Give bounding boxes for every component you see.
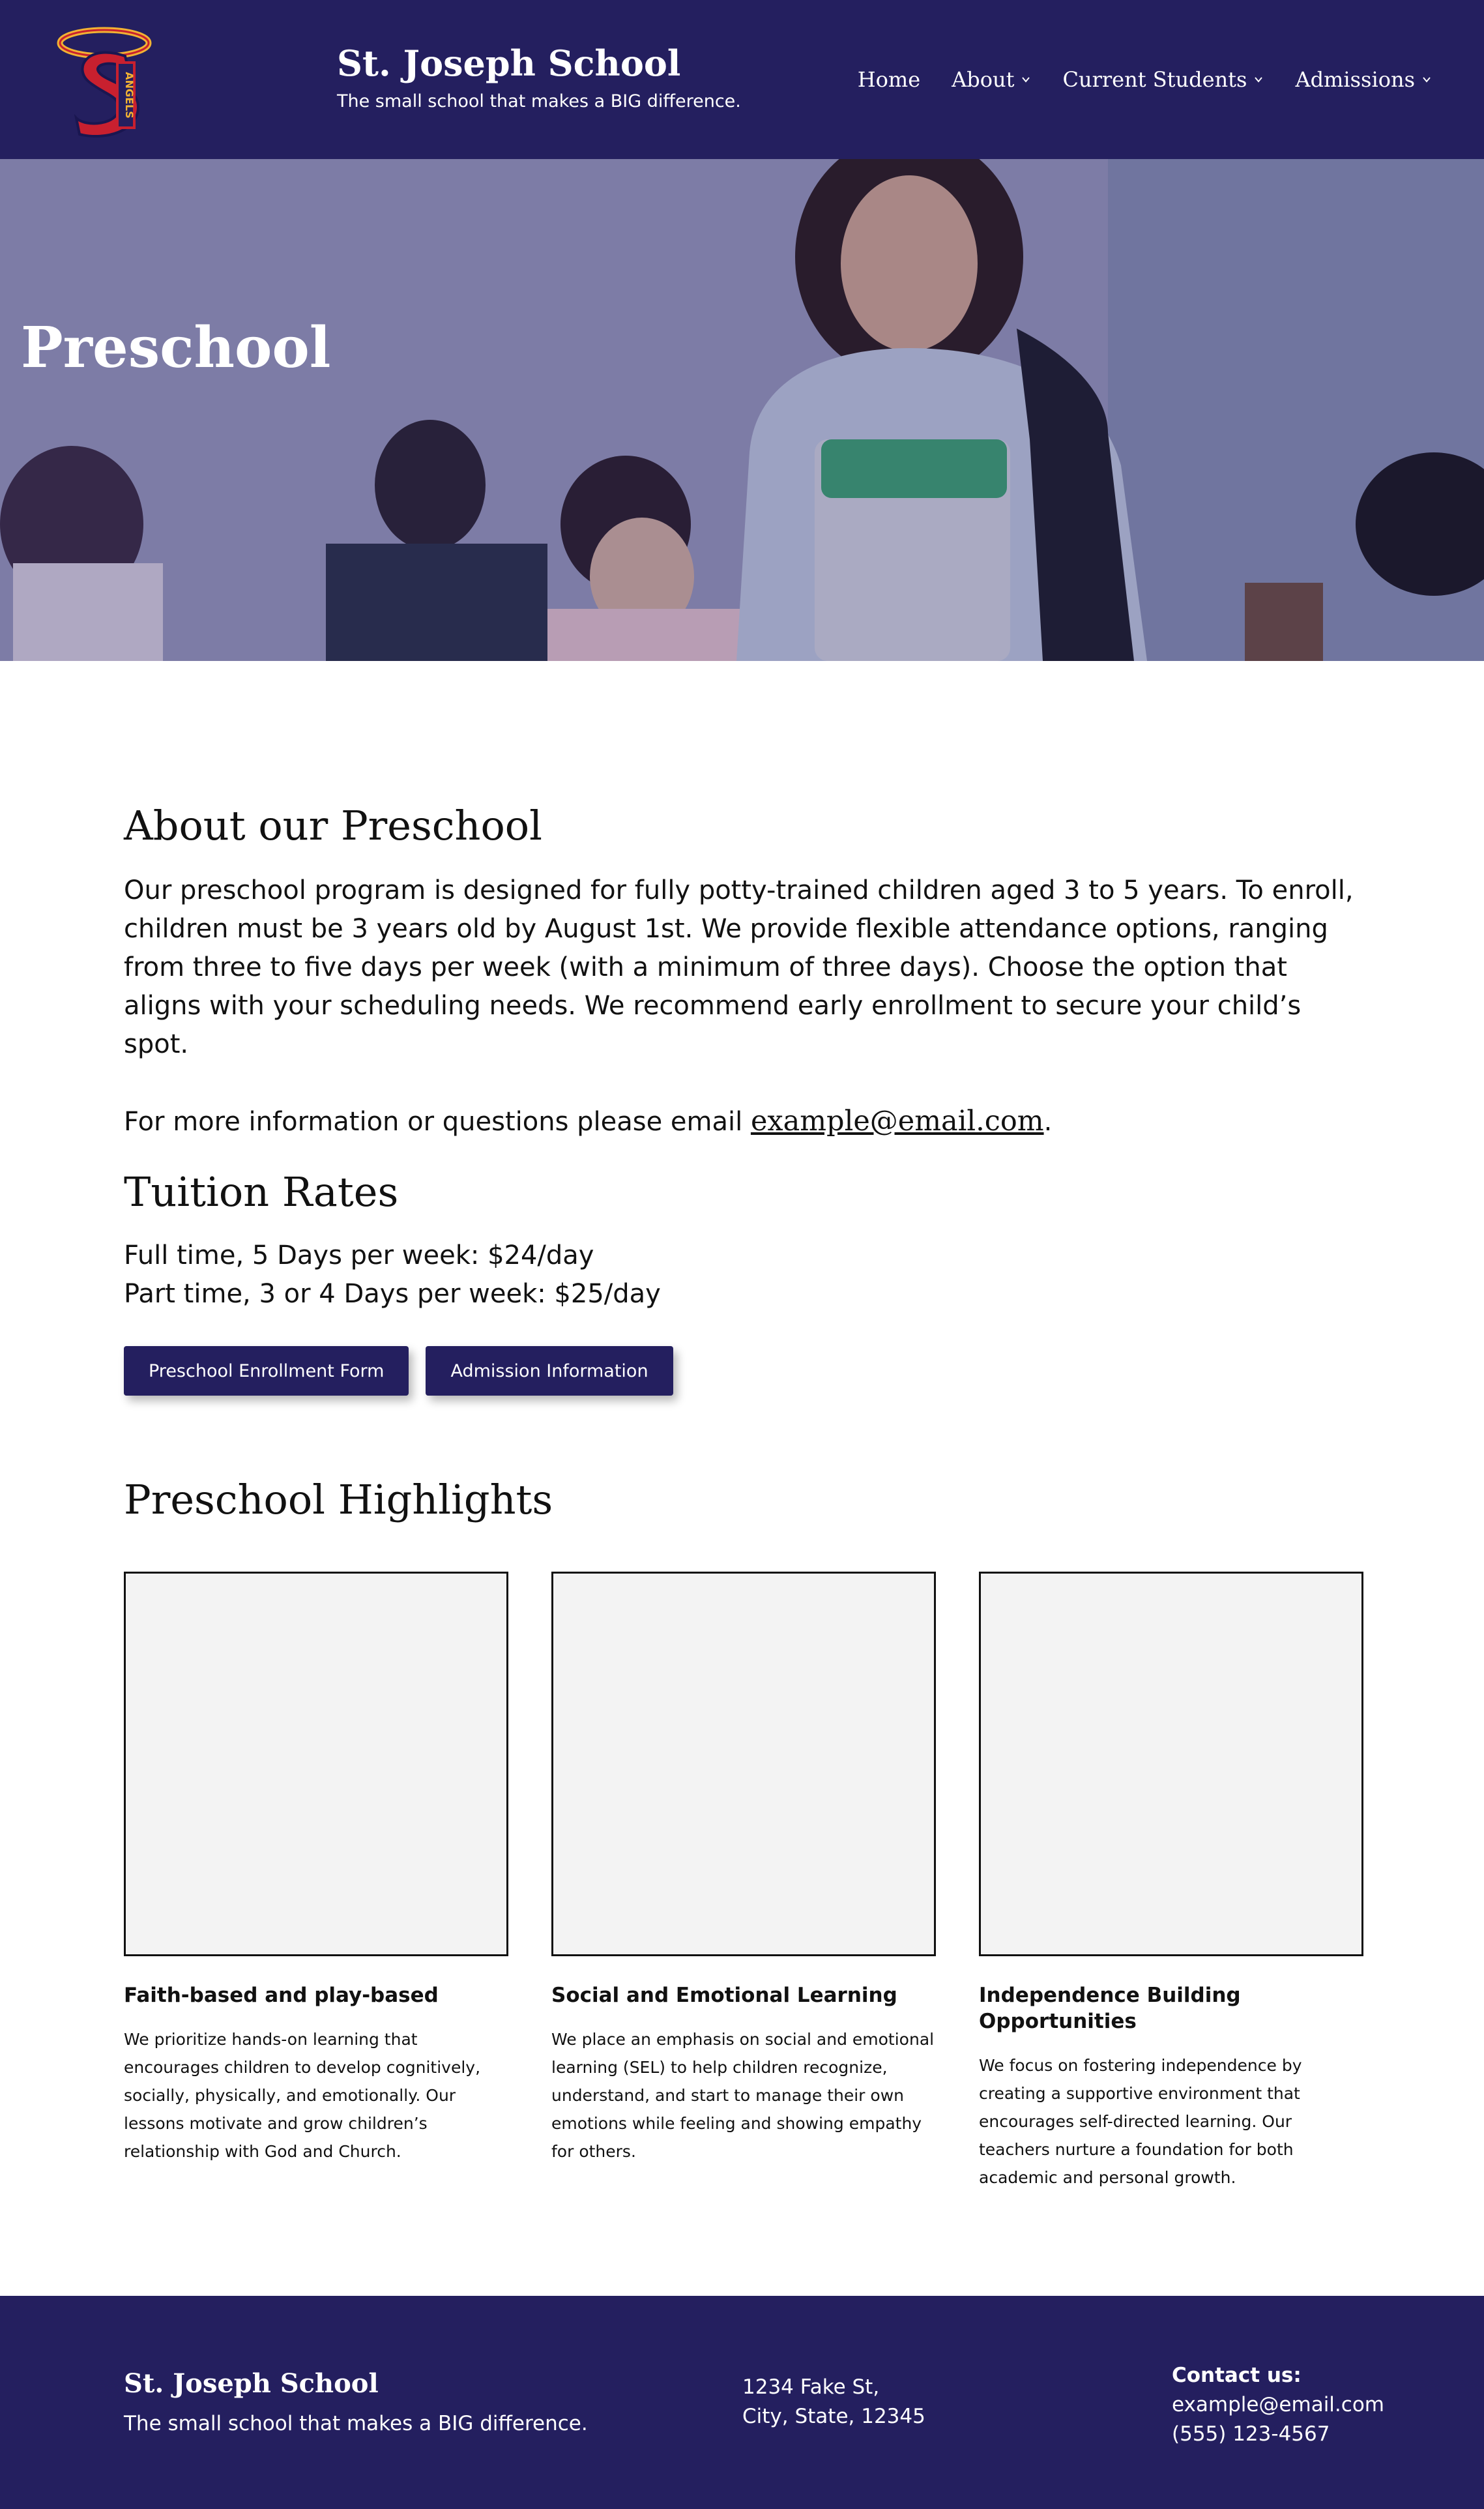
tuition-rate-part: Part time, 3 or 4 Days per week: $25/day xyxy=(124,1279,661,1309)
nav-about-label: About xyxy=(952,67,1015,92)
highlight-description: We prioritize hands-on learning that encourages children to develop cognitively, socially, physically, and emotionally. Our lessons motivate and grow children’s relationship with God and Church. xyxy=(124,2030,481,2161)
nav-home-label: Home xyxy=(857,67,921,92)
footer-address-line2: City, State, 12345 xyxy=(742,2405,925,2428)
nav-about[interactable] xyxy=(952,63,1031,96)
hero-photo xyxy=(0,159,1484,661)
tuition-rate-full: Full time, 5 Days per week: $24/day xyxy=(124,1240,594,1270)
tuition-buttons xyxy=(124,1346,1362,1396)
tuition-heading: Tuition Rates xyxy=(124,1168,399,1216)
highlight-image-placeholder xyxy=(551,1572,936,1956)
site-footer xyxy=(0,2296,1484,2509)
footer-address-line1: 1234 Fake St, xyxy=(742,2375,880,2399)
nav-current-students[interactable] xyxy=(1062,63,1264,96)
footer-contact-phone[interactable]: (555) 123-4567 xyxy=(1172,2422,1330,2446)
nav-admissions[interactable] xyxy=(1295,63,1432,96)
footer-branding xyxy=(124,2368,588,2438)
highlight-title: Independence Building Opportunities xyxy=(979,1984,1241,2033)
highlight-image-placeholder xyxy=(124,1572,508,1956)
highlight-description: We focus on fostering independence by creating a supportive environment that encourages self-directed learning. Our teachers nurture a foundation for both academic and personal growth. xyxy=(979,2056,1302,2187)
nav-home[interactable] xyxy=(858,63,920,96)
footer-contact xyxy=(1172,2361,1384,2449)
footer-tagline: The small school that makes a BIG difference. xyxy=(124,2412,588,2435)
highlights-heading: Preschool Highlights xyxy=(124,1476,553,1523)
hero-banner xyxy=(0,159,1484,661)
about-body: Our preschool program is designed for fully potty-trained children aged 3 to 5 years. To enroll, children must be 3 years old by August 1st. We provide flexible attendance options, ranging from three to five days per week (with a minimum of three days). Choose the option that aligns with your scheduling needs. We recommend early enrollment to secure your child’s spot. xyxy=(124,875,1354,1059)
highlight-card xyxy=(979,1572,1362,2192)
about-contact xyxy=(124,1102,1362,1141)
about-contact-suffix: . xyxy=(1043,1107,1053,1137)
about-contact-prefix: For more information or questions please email xyxy=(124,1107,751,1137)
nav-admissions-label: Admissions xyxy=(1295,67,1415,92)
logo-text: ANGELS xyxy=(123,72,136,119)
footer-contact-label: Contact us: xyxy=(1172,2364,1302,2387)
chevron-down-icon xyxy=(1021,74,1031,85)
site-tagline: The small school that makes a BIG difference. xyxy=(337,91,741,111)
site-header xyxy=(0,0,1484,159)
admission-info-button[interactable]: Admission Information xyxy=(426,1346,673,1396)
footer-title[interactable]: St. Joseph School xyxy=(124,2368,379,2399)
enrollment-form-button[interactable]: Preschool Enrollment Form xyxy=(124,1346,409,1396)
chevron-down-icon xyxy=(1253,74,1264,85)
footer-address xyxy=(742,2373,925,2431)
school-logo-icon[interactable] xyxy=(53,23,155,138)
highlight-description: We place an emphasis on social and emotional learning (SEL) to help children recognize, understand, and start to manage their own emotions while feeling and showing empathy for others. xyxy=(551,2030,935,2161)
highlight-title: Social and Emotional Learning xyxy=(551,1984,897,2007)
footer-contact-email[interactable]: example@email.com xyxy=(1172,2393,1384,2416)
site-branding xyxy=(337,43,741,115)
highlight-cards xyxy=(124,1572,1362,2192)
hero-title: Preschool xyxy=(21,315,331,381)
highlight-image-placeholder xyxy=(979,1572,1363,1956)
main-content xyxy=(124,661,1362,2192)
about-heading: About our Preschool xyxy=(124,802,542,849)
highlight-card xyxy=(124,1572,507,2192)
nav-current-students-label: Current Students xyxy=(1062,67,1247,92)
main-nav xyxy=(858,63,1432,96)
contact-email-link[interactable]: example@email.com xyxy=(750,1105,1044,1137)
highlight-title: Faith-based and play-based xyxy=(124,1984,439,2007)
site-title[interactable]: St. Joseph School xyxy=(337,42,681,84)
highlight-card xyxy=(551,1572,935,2192)
chevron-down-icon xyxy=(1421,74,1432,85)
